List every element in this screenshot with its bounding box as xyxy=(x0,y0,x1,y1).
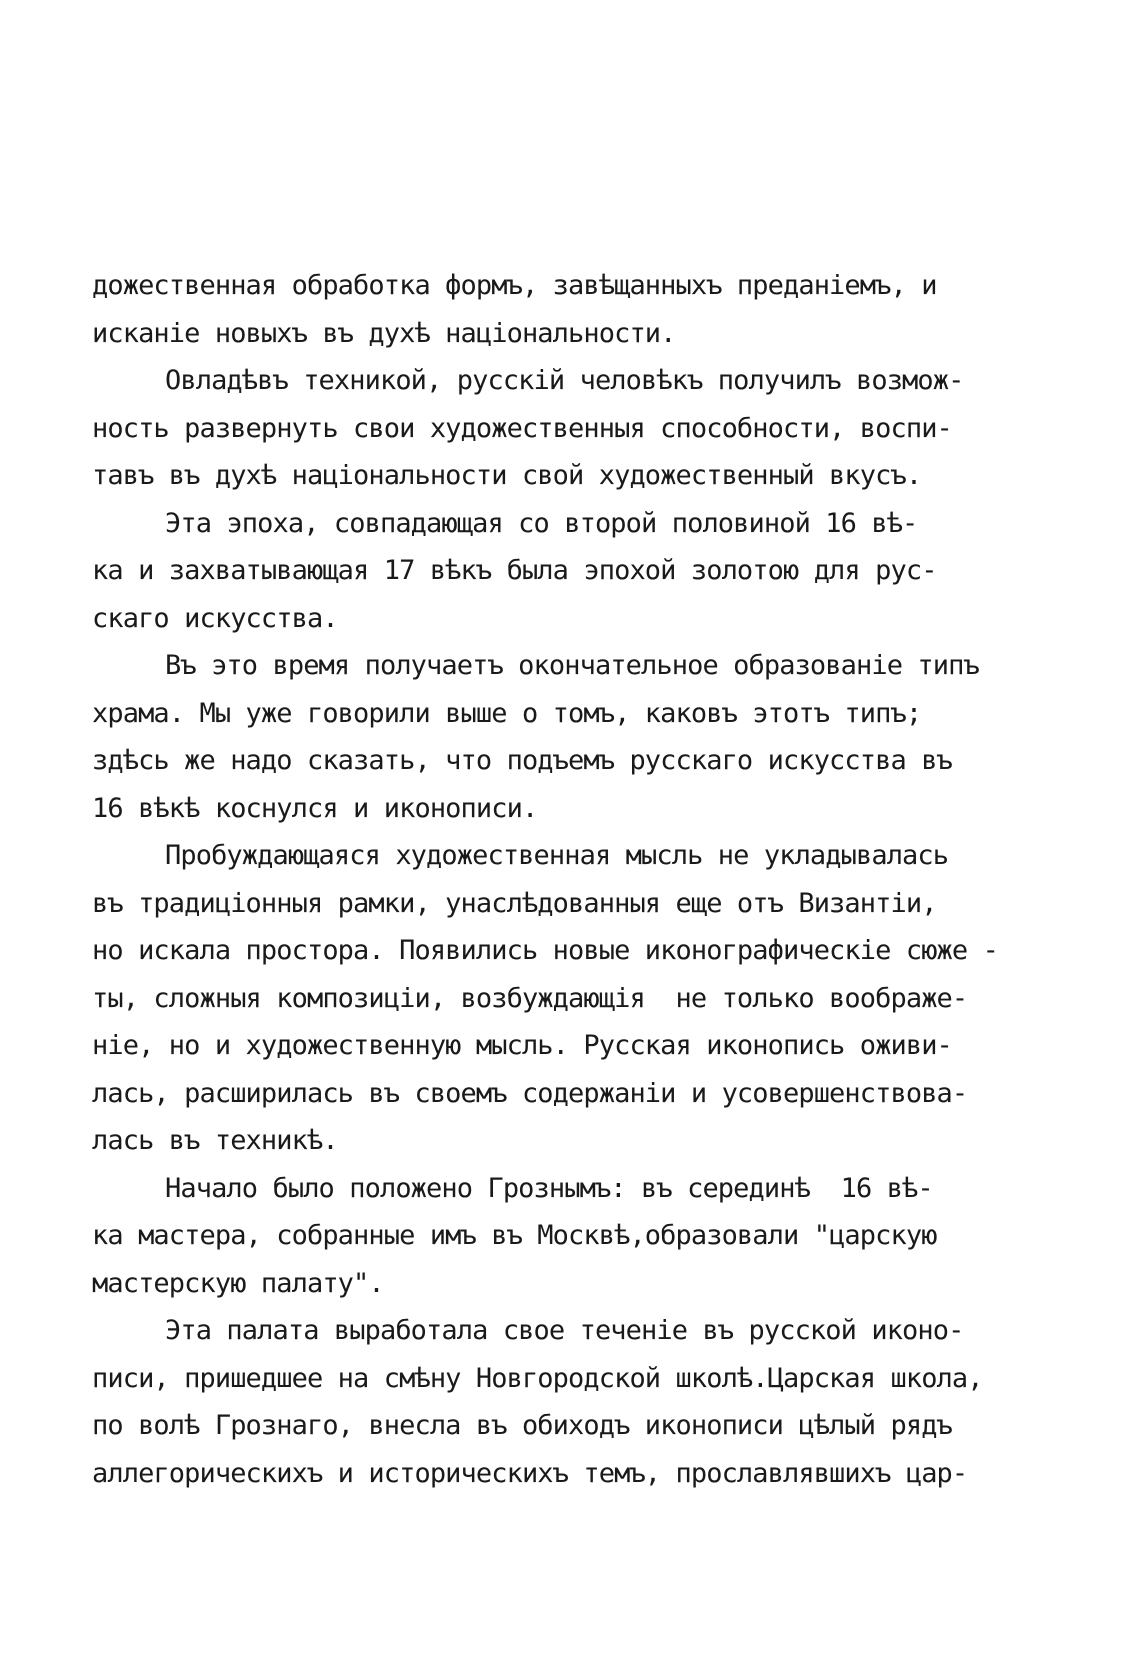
text-line: Въ это время получаетъ окончательное образованіе типъ xyxy=(165,650,979,681)
text-line: писи, пришедшее на смѣну Новгородской школѣ.Царская школа, xyxy=(92,1362,983,1394)
text-line: здѣсь же надо сказать, что подъемъ русскаго искусства въ xyxy=(92,745,952,776)
text-line: ность развернуть свои художественныя способности, воспи- xyxy=(92,412,952,444)
text-line: Овладѣвъ техникой, русскій человѣкъ получилъ возмож- xyxy=(165,365,964,396)
text-line: дожественная обработка формъ, завѣщанныхъ преданіемъ, и xyxy=(92,270,937,301)
text-line: ты, сложныя композиціи, возбуждающія не только воображе- xyxy=(92,982,968,1014)
text-line: ка и захватывающая 17 вѣкъ была эпохой золотою для рус- xyxy=(92,555,937,586)
body-text xyxy=(92,262,1052,1497)
text-line: по волѣ Грознаго, внесла въ обиходъ иконописи цѣлый рядъ xyxy=(92,1410,952,1441)
text-line: скаго искусства. xyxy=(92,602,338,634)
text-line: Пробуждающаяся художественная мысль не укладывалась xyxy=(165,840,949,871)
text-line: лась, расширилась въ своемъ содержаніи и усовершенствова- xyxy=(92,1077,968,1109)
text-line: ка мастера, собранные имъ въ Москвѣ,образовали "царскую xyxy=(92,1220,937,1251)
text-line: Начало было положено Грознымъ: въ серединѣ 16 вѣ- xyxy=(165,1172,933,1204)
text-line: Эта эпоха, совпадающая со второй половиной 16 вѣ- xyxy=(165,507,918,539)
text-line: въ традиціонныя рамки, унаслѣдованныя еще отъ Византіи, xyxy=(92,887,937,919)
text-line: исканіе новыхъ въ духѣ національности. xyxy=(92,317,676,349)
text-line: мастерскую палату". xyxy=(92,1267,384,1299)
text-line: лась въ техникѣ. xyxy=(92,1125,338,1156)
text-line: тавъ въ духѣ національности свой художественный вкусъ. xyxy=(92,460,922,491)
text-line: 16 вѣкѣ коснулся и иконописи. xyxy=(92,792,538,824)
text-line: Эта палата выработала свое теченіе въ русской иконо- xyxy=(165,1315,964,1346)
text-line: храма. Мы уже говорили выше о томъ, каковъ этотъ типъ; xyxy=(92,697,922,729)
text-line: но искала простора. Появились новые иконографическіе сюже - xyxy=(92,935,998,966)
text-line: аллегорическихъ и историческихъ темъ, прославлявшихъ цар- xyxy=(92,1457,968,1489)
text-line: ніе, но и художественную мысль. Русская иконопись оживи- xyxy=(92,1030,952,1061)
